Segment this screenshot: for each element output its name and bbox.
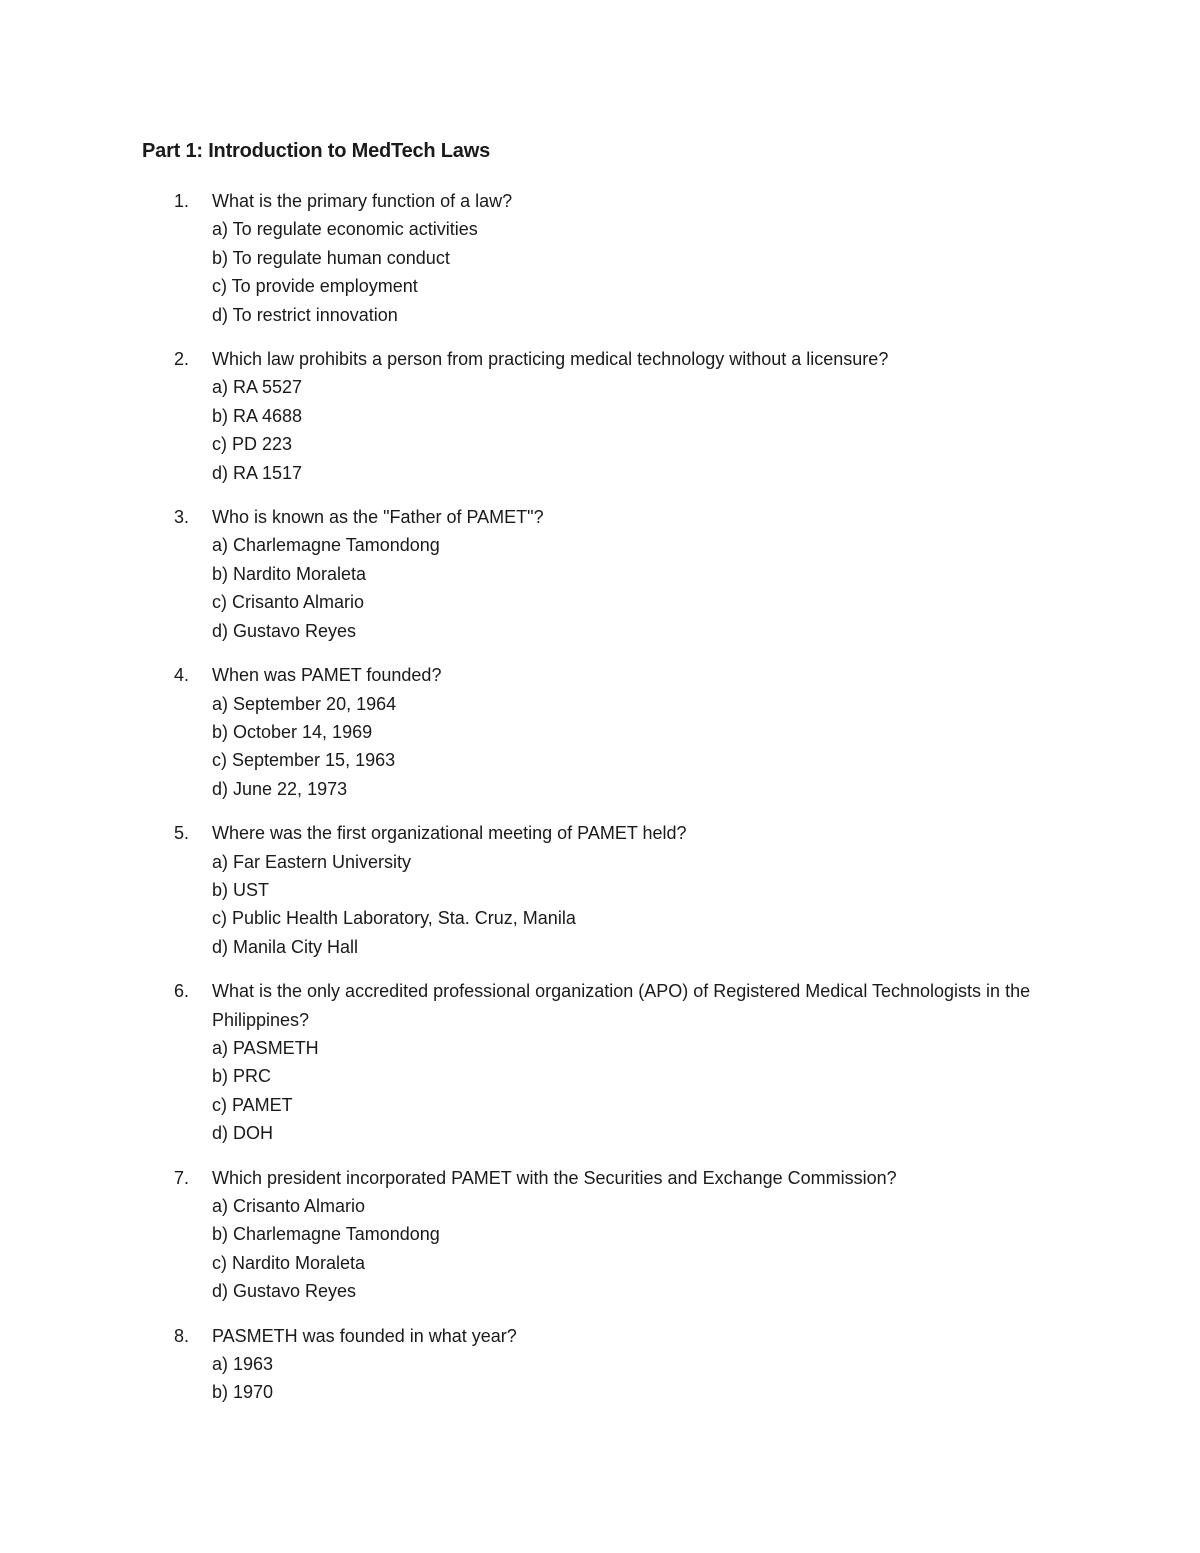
question-body — [212, 977, 1072, 1147]
question-body — [212, 819, 1072, 961]
answer-option: c) September 15, 1963 — [212, 750, 396, 771]
option-list — [212, 690, 1072, 804]
question-number: 5. — [174, 823, 190, 844]
question-item — [0, 819, 1200, 961]
question-item — [0, 977, 1200, 1147]
answer-option: c) Crisanto Almario — [212, 592, 365, 613]
option-list — [212, 848, 1072, 962]
answer-option: c) PAMET — [212, 1094, 293, 1115]
option-list — [212, 373, 1072, 487]
answer-option: b) UST — [212, 879, 270, 900]
option-list — [212, 1350, 1072, 1407]
question-text: Who is known as the "Father of PAMET"? — [212, 507, 544, 528]
question-list — [0, 187, 1200, 1423]
option-list — [212, 1192, 1072, 1306]
answer-option: a) September 20, 1964 — [212, 693, 397, 714]
answer-option: d) Gustavo Reyes — [212, 620, 357, 641]
question-text: When was PAMET founded? — [212, 665, 442, 686]
answer-option: a) Far Eastern University — [212, 851, 412, 872]
question-item — [0, 661, 1200, 803]
question-body — [212, 187, 1072, 329]
answer-option: b) Charlemagne Tamondong — [212, 1224, 440, 1245]
answer-option: a) PASMETH — [212, 1037, 319, 1058]
question-body — [212, 661, 1072, 803]
option-list — [212, 1034, 1072, 1148]
answer-option: b) RA 4688 — [212, 405, 303, 426]
question-body — [212, 1322, 1072, 1407]
question-item — [0, 1164, 1200, 1306]
question-item — [0, 187, 1200, 329]
answer-option: b) Nardito Moraleta — [212, 563, 367, 584]
answer-option: a) Charlemagne Tamondong — [212, 535, 440, 556]
question-text: PASMETH was founded in what year? — [212, 1325, 517, 1346]
question-text: What is the primary function of a law? — [212, 191, 513, 211]
question-text: Which president incorporated PAMET with the Securities and Exchange Commission? — [212, 1167, 897, 1188]
section-heading: Part 1: Introduction to MedTech Laws — [142, 140, 491, 162]
question-body — [212, 1164, 1072, 1306]
answer-option: d) DOH — [212, 1123, 274, 1144]
answer-option: b) PRC — [212, 1066, 272, 1087]
question-number: 6. — [174, 981, 190, 1002]
question-text: What is the only accredited professional organization (APO) of Registered Medical Technologists in the Philippines? — [212, 981, 1031, 1030]
answer-option: b) October 14, 1969 — [212, 721, 373, 742]
question-number: 1. — [174, 191, 190, 211]
answer-option: b) To regulate human conduct — [212, 247, 450, 268]
answer-option: d) To restrict innovation — [212, 304, 398, 325]
answer-option: a) Crisanto Almario — [212, 1196, 366, 1216]
question-body — [212, 345, 1072, 487]
question-item — [0, 503, 1200, 645]
answer-option: c) Public Health Laboratory, Sta. Cruz, Manila — [212, 908, 576, 929]
answer-option: a) To regulate economic activities — [212, 219, 478, 240]
answer-option: c) Nardito Moraleta — [212, 1252, 366, 1273]
answer-option: d) Manila City Hall — [212, 936, 359, 957]
answer-option: a) 1963 — [212, 1354, 274, 1375]
question-number: 2. — [174, 349, 190, 370]
answer-option: c) To provide employment — [212, 276, 418, 297]
answer-option: b) 1970 — [212, 1382, 274, 1403]
question-item — [0, 345, 1200, 487]
answer-option: d) June 22, 1973 — [212, 778, 348, 799]
question-item — [0, 1322, 1200, 1407]
answer-option: d) Gustavo Reyes — [212, 1281, 357, 1302]
question-number: 7. — [174, 1167, 190, 1188]
question-text: Where was the first organizational meeting of PAMET held? — [212, 823, 687, 844]
question-body — [212, 503, 1072, 645]
question-number: 3. — [174, 507, 190, 528]
option-list — [212, 215, 1072, 329]
answer-option: d) RA 1517 — [212, 462, 303, 483]
question-number: 8. — [174, 1325, 190, 1346]
question-text: Which law prohibits a person from practicing medical technology without a licensure? — [212, 349, 889, 370]
answer-option: c) PD 223 — [212, 434, 293, 455]
question-number: 4. — [174, 665, 190, 686]
option-list — [212, 531, 1072, 645]
answer-option: a) RA 5527 — [212, 377, 303, 398]
